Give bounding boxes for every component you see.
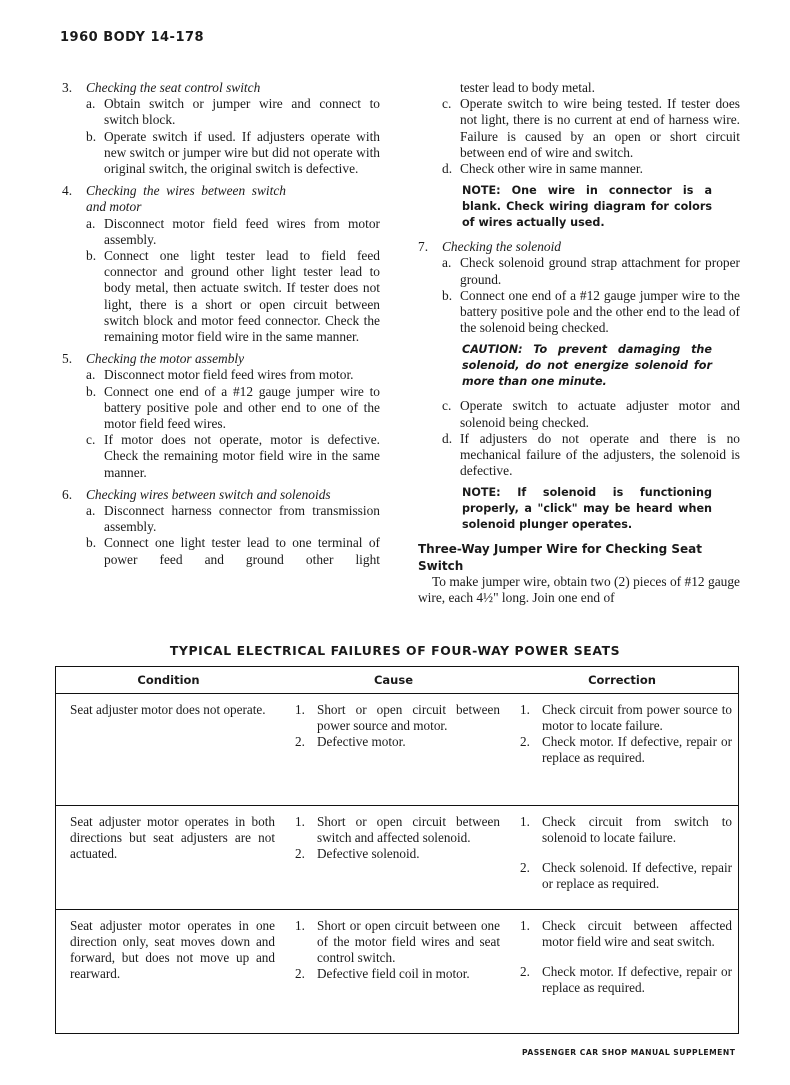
section-number: 6.	[62, 486, 73, 502]
table-row	[56, 694, 739, 806]
cause-cell: 1. Short or open circuit between power source and motor. 2. Defective motor.	[281, 694, 506, 806]
page-header: 1960 BODY 14-178	[60, 30, 205, 45]
cause-cell: 1. Short or open circuit between one of the motor field wires and seat control switch. 2. Defective field coil in motor.	[281, 910, 506, 1034]
correction-cell: 1. Check circuit from switch to solenoid to locate failure. 2. Check solenoid. If defective, repair or replace as required.	[506, 806, 739, 910]
list-item: a. Check solenoid ground strap attachment for proper ground.	[442, 255, 740, 287]
condition-cell: Seat adjuster motor operates in both directions but seat adjusters are not actuated.	[56, 806, 282, 910]
caution-note: CAUTION: To prevent damaging the solenoid, do not energize solenoid for more than one minute.	[462, 343, 712, 389]
list-item: a. Disconnect motor field feed wires from motor.	[86, 367, 354, 383]
section-number: 7.	[418, 239, 429, 255]
list-item: b. Operate switch if used. If adjusters operate with new switch or jumper wire but did not operate with original switch, the original switch is defective.	[86, 128, 380, 177]
section-title: Checking the seat control switch	[86, 80, 261, 95]
cause-cell: 1. Short or open circuit between switch and affected solenoid. 2. Defective solenoid.	[281, 806, 506, 910]
section-5	[62, 351, 380, 481]
table-row	[56, 910, 739, 1034]
correction-cell: 1. Check circuit from power source to motor to locate failure. 2. Check motor. If defective, repair or replace as required.	[506, 694, 739, 806]
section-7	[418, 239, 740, 533]
list-item: b. Connect one end of a #12 gauge jumper wire to battery positive pole and other end to one of the motor field feed wires.	[86, 383, 380, 432]
header-condition: Condition	[56, 667, 282, 694]
subheading-jumper-wire: Three-Way Jumper Wire for Checking Seat Switch	[418, 542, 703, 573]
section-3	[62, 80, 380, 177]
list-item: c. Operate switch to actuate adjuster motor and solenoid being checked.	[442, 398, 740, 430]
table-header-row	[56, 667, 739, 694]
table-title: TYPICAL ELECTRICAL FAILURES OF FOUR-WAY POWER SEATS	[169, 643, 621, 658]
list-item: c. Operate switch to wire being tested. If tester does not light, there is no current at end of harness wire. Failure is caused by an open or short circuit between end of wire and switch.	[442, 96, 740, 160]
condition-cell: Seat adjuster motor operates in one direction only, seat moves down and forward, but does not move up and rearward.	[56, 910, 282, 1034]
list-item: d. Check other wire in same manner.	[442, 161, 643, 177]
list-item: c. If motor does not operate, motor is defective. Check the remaining motor field wire in the same manner.	[86, 432, 380, 480]
list-item: b. Connect one light tester lead to field feed connector and ground other light tester lead to body metal, then actuate switch. If tester does not light, there is a short or open circuit between switch block and motor feed connector. Check the remaining motor field wire in the same manner.	[86, 248, 380, 345]
failures-table	[55, 666, 739, 1034]
section-title: Checking wires between switch and solenoids	[86, 486, 331, 502]
header-correction: Correction	[506, 667, 739, 694]
list-item: b. Connect one end of a #12 gauge jumper wire to the battery positive pole and the other end to the lead of the solenoid being checked.	[442, 287, 740, 336]
list-item: b. Connect one light tester lead to one terminal of power feed and ground other light	[86, 535, 380, 567]
left-column	[62, 80, 380, 574]
section-title: Checking the solenoid	[442, 239, 561, 255]
section-4	[62, 183, 380, 345]
list-item: a. Disconnect motor field feed wires from motor assembly.	[86, 215, 380, 247]
note-wiring: NOTE: One wire in connector is a blank. Check wiring diagram for colors of wires actually used.	[462, 184, 712, 230]
list-item: a. Disconnect harness connector from transmission assembly.	[86, 503, 380, 535]
list-item: a. Obtain switch or jumper wire and connect to switch block.	[86, 96, 380, 128]
continued-text: tester lead to body metal.	[460, 80, 595, 95]
note-solenoid: NOTE: If solenoid is functioning properly, a "click" may be heard when solenoid plunger operates.	[462, 486, 712, 532]
condition-cell: Seat adjuster motor does not operate.	[56, 694, 282, 806]
table-row	[56, 806, 739, 910]
section-title: Checking the motor assembly	[86, 351, 245, 367]
section-6	[62, 487, 380, 568]
paragraph-jumper-wire: To make jumper wire, obtain two (2) pieces of #12 gauge wire, each 4½" long. Join one end of	[418, 573, 740, 606]
page-footer: PASSENGER CAR SHOP MANUAL SUPPLEMENT	[522, 1048, 736, 1057]
section-number: 5.	[62, 351, 73, 367]
right-column	[418, 80, 740, 606]
section-number: 4.	[62, 183, 73, 199]
correction-cell: 1. Check circuit between affected motor field wire and seat switch. 2. Check motor. If defective, repair or replace as required.	[506, 910, 739, 1034]
section-number: 3.	[62, 80, 73, 95]
header-cause: Cause	[281, 667, 506, 694]
list-item: d. If adjusters do not operate and there is no mechanical failure of the adjusters, the solenoid is defective.	[442, 430, 740, 479]
section-title: Checking the wires between switch and motor	[86, 183, 286, 215]
